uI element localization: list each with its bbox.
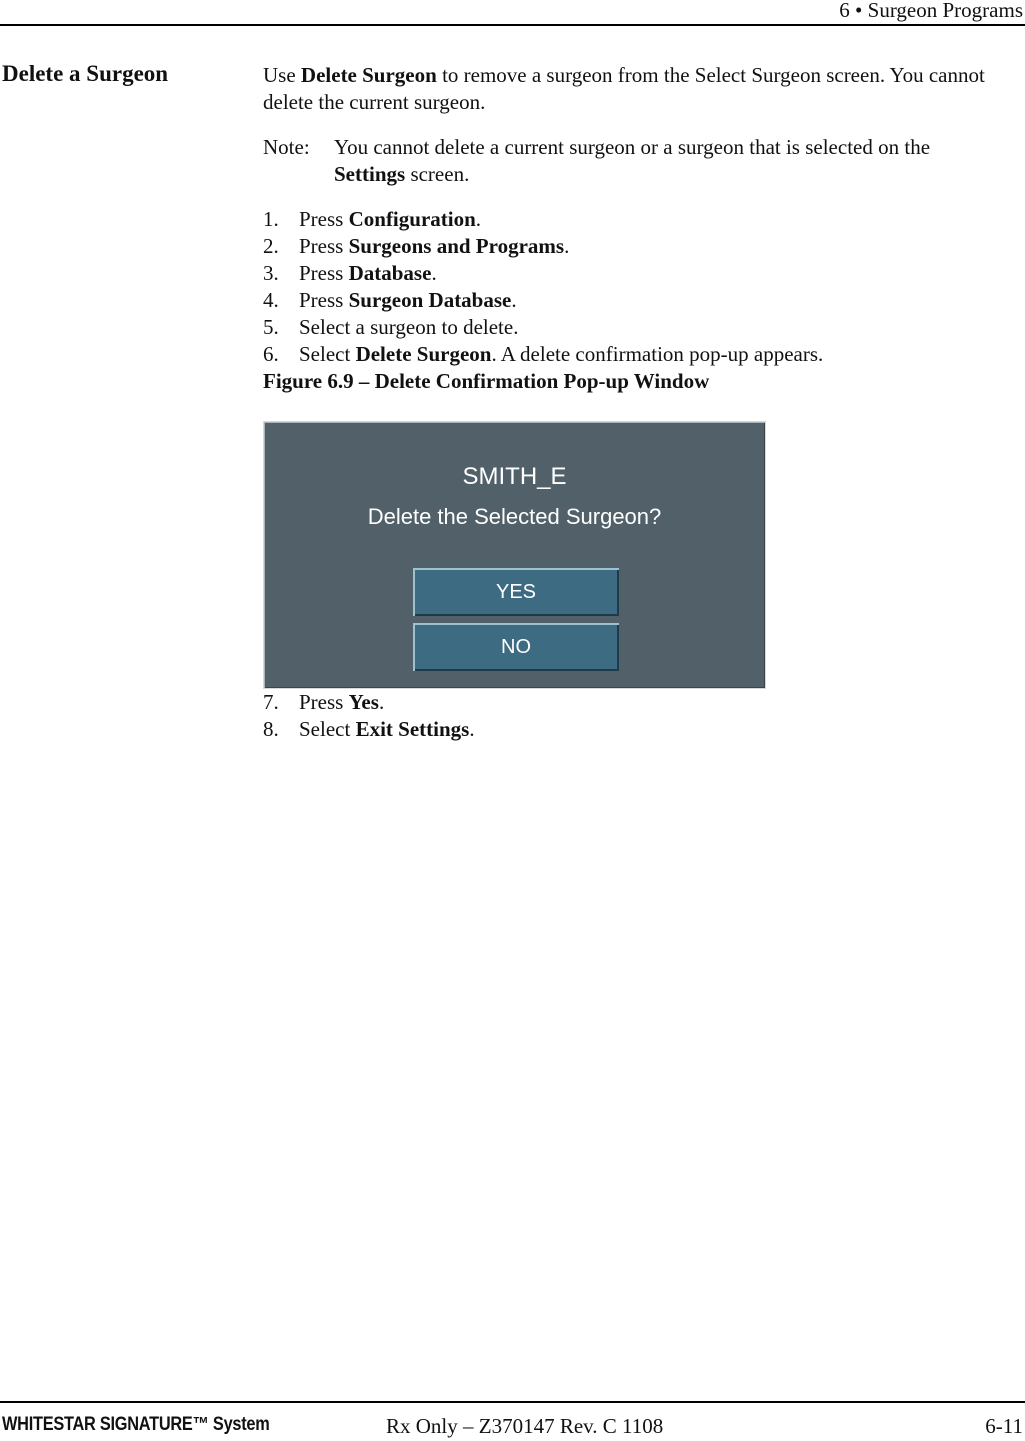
step-item: 6. Select Delete Surgeon. A delete confirmation pop-up appears. (263, 342, 824, 366)
step-item: 8. Select Exit Settings. (263, 717, 475, 741)
running-header: 6 • Surgeon Programs (839, 0, 1023, 22)
popup-question: Delete the Selected Surgeon? (367, 504, 662, 529)
step-item: 3. Press Database. (263, 261, 437, 285)
figure-caption: Figure 6.9 – Delete Confirmation Pop-up Window (263, 369, 710, 393)
steps-list-continued (263, 689, 1003, 743)
header-rule (0, 24, 1025, 26)
note (263, 134, 1003, 188)
step-item: 4. Press Surgeon Database. (263, 288, 517, 312)
page-number: 6-11 (985, 1414, 1023, 1438)
intro-bold-term: Delete Surgeon (300, 63, 437, 87)
yes-button[interactable]: YES (413, 568, 619, 616)
step-item: 1. Press Configuration. (263, 207, 482, 231)
step-item: 7. Press Yes. (263, 690, 385, 714)
popup-surgeon-name: SMITH_E (462, 463, 567, 490)
note-text: You cannot delete a current surgeon or a surgeon that is selected on the Settings screen. (334, 135, 931, 186)
footer-system-name: WHITESTAR SIGNATURE™ System (2, 1414, 270, 1435)
section-heading: Delete a Surgeon (2, 61, 169, 86)
step-item: 2. Press Surgeons and Programs. (263, 234, 570, 258)
footer-rule (0, 1401, 1025, 1403)
note-label: Note: (263, 135, 310, 159)
no-button[interactable]: NO (413, 623, 619, 671)
delete-confirmation-popup (263, 421, 766, 689)
footer-doc-id: Rx Only – Z370147 Rev. C 1108 (386, 1414, 664, 1438)
step-item: 5. Select a surgeon to delete. (263, 315, 519, 339)
section-content (263, 62, 1003, 743)
steps-list (263, 206, 1003, 368)
intro-paragraph: Use Delete Surgeon to remove a surgeon from the Select Surgeon screen. You cannot delete the current surgeon. (263, 63, 985, 114)
